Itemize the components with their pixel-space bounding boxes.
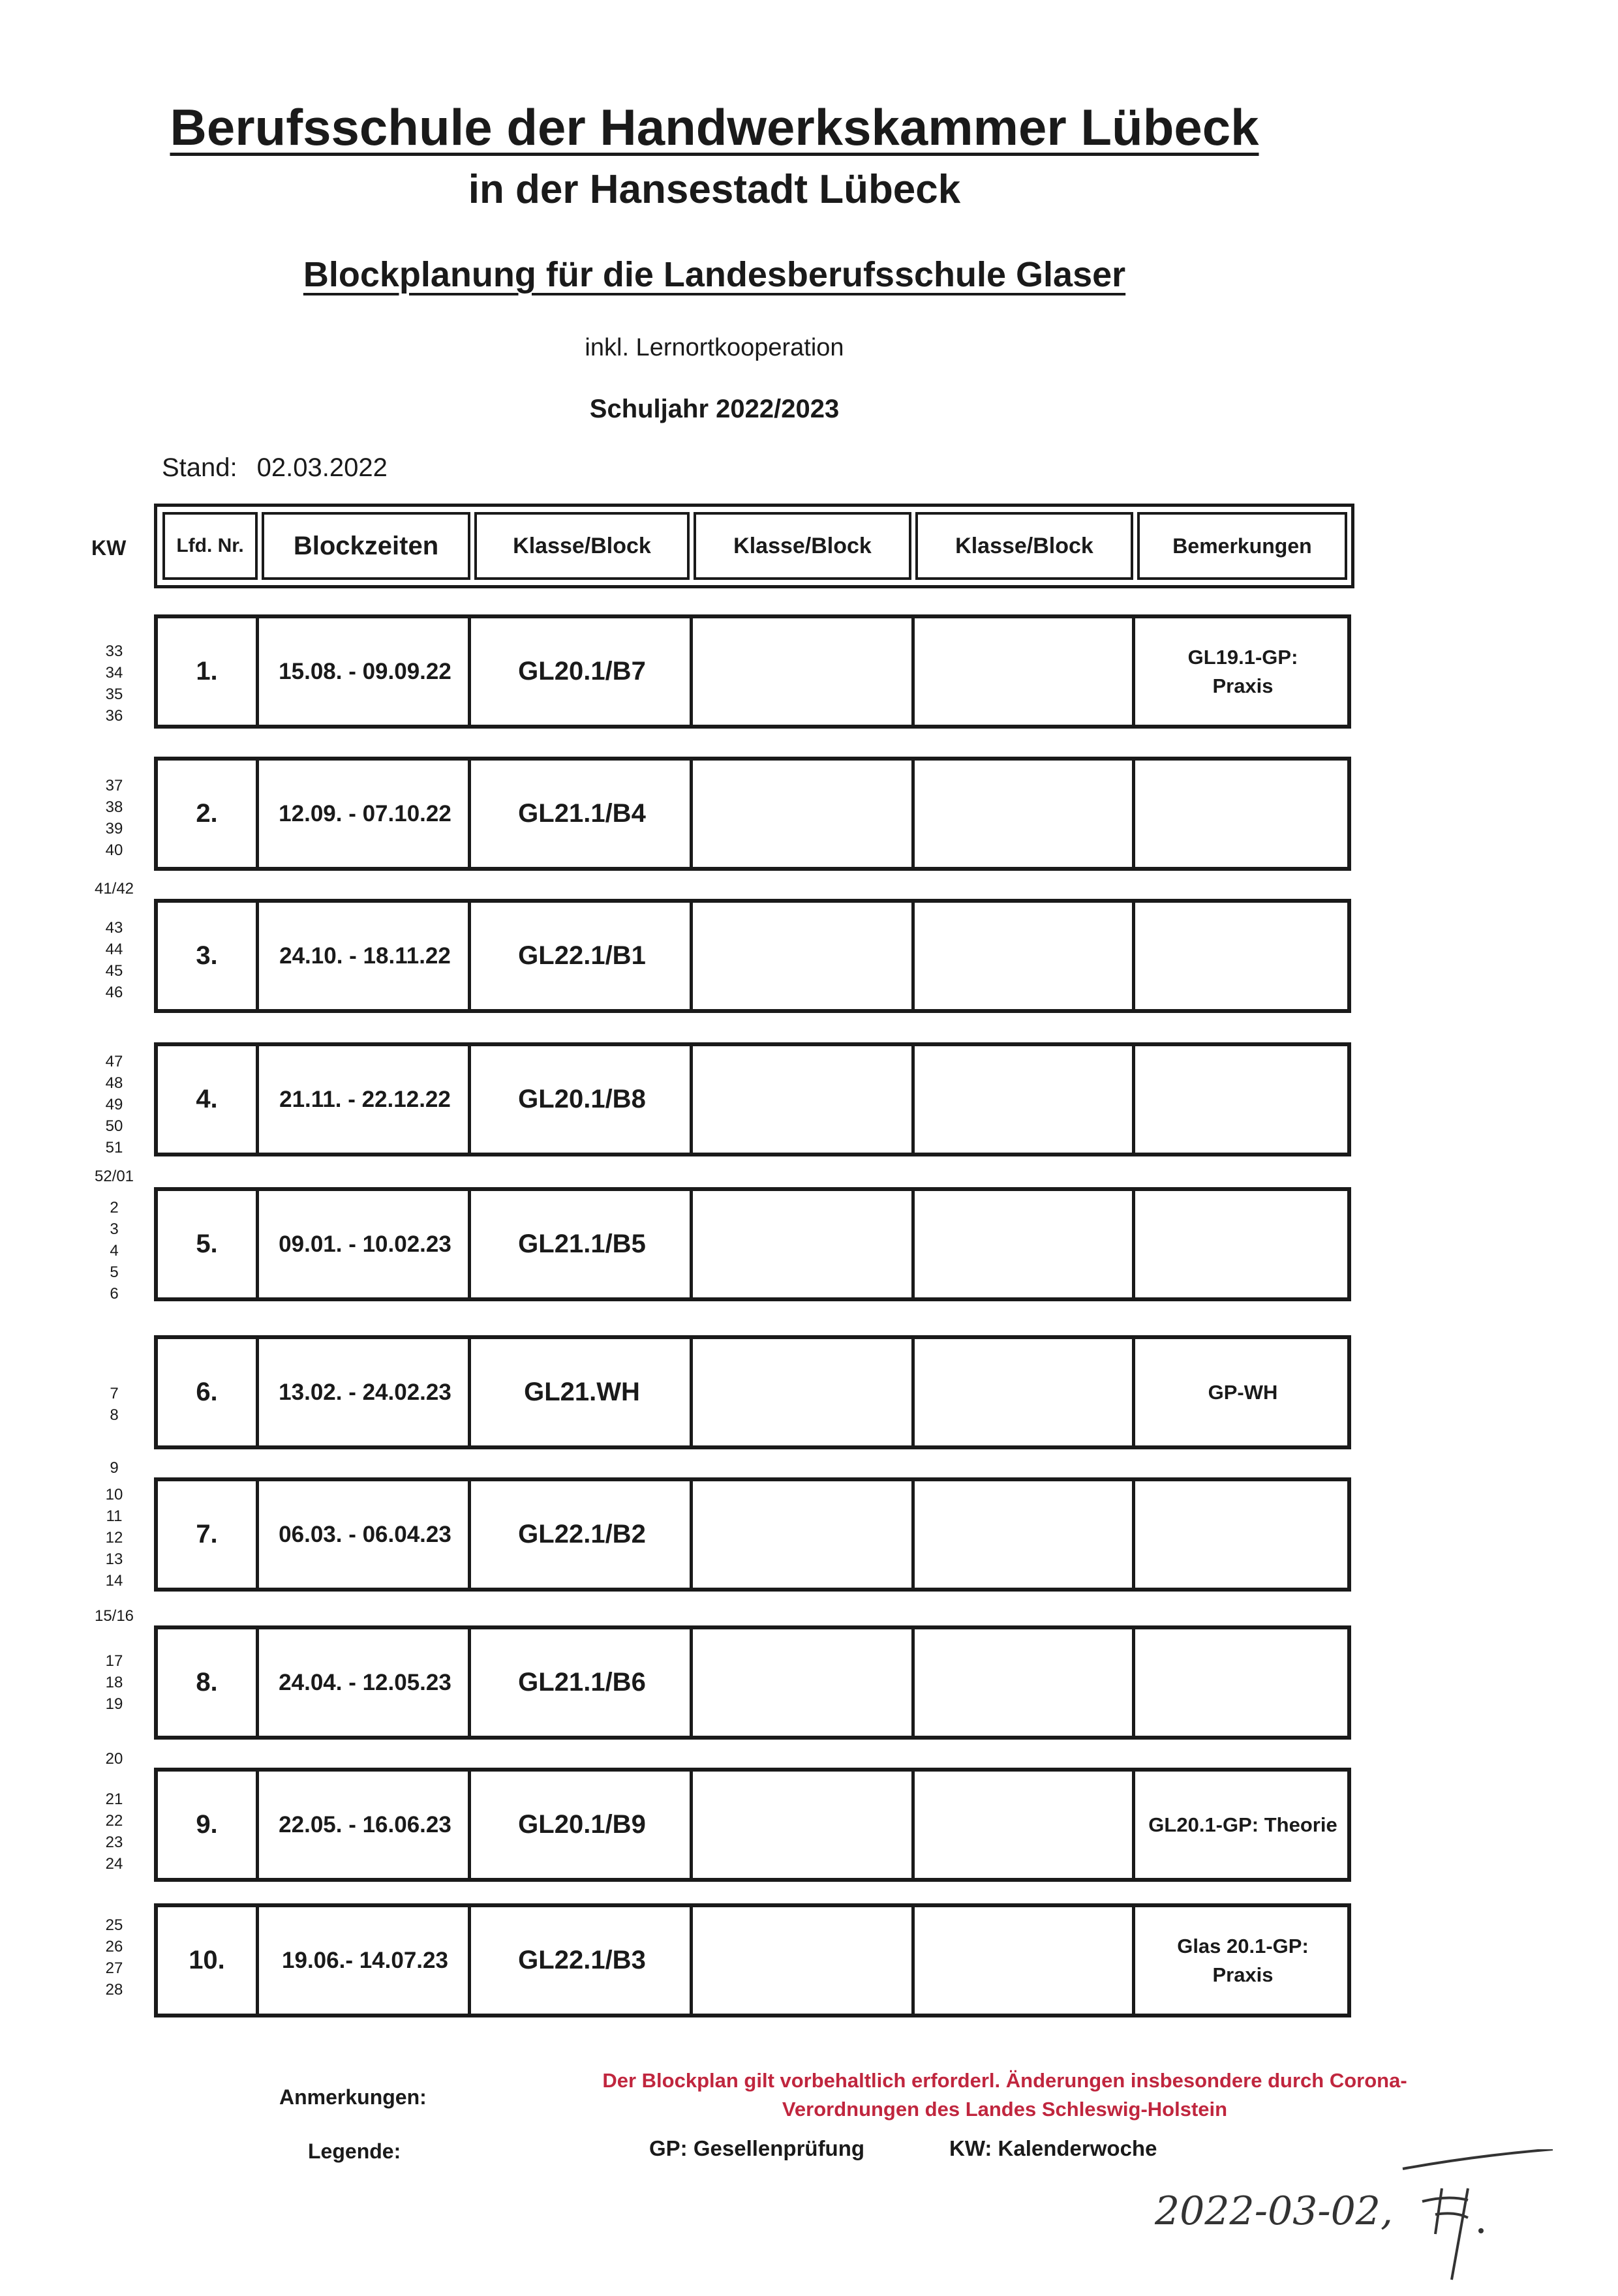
row-klasse-block: GL20.1/B8 [468,1046,693,1153]
row-bemerkungen [1132,903,1351,1009]
row-klasse-block: GL20.1/B7 [468,618,693,725]
column-header: Lfd. Nr. [162,512,258,580]
stand-date: 02.03.2022 [256,453,388,482]
row-klasse-block-3 [911,1907,1135,2014]
row-klasse-block: GL20.1/B9 [468,1772,693,1878]
kw-group: 25 26 27 28 [105,1916,123,1999]
row-klasse-block-2 [690,1481,915,1588]
anmerkungen-line: Verordnungen des Landes Schleswig-Holstein [782,2098,1228,2121]
document-subtitle: in der Hansestadt Lübeck [468,167,961,212]
plan-note: inkl. Lernortkooperation [585,334,844,361]
kw-group: 52/01 [94,1168,134,1185]
column-header: Bemerkungen [1137,512,1347,580]
row-klasse-block-3 [911,1191,1135,1297]
kw-group: 7 8 [110,1385,119,1424]
kw-group: 21 22 23 24 [105,1790,123,1873]
column-header: Blockzeiten [262,512,470,580]
signature-mark [1396,2149,1579,2296]
kw-group: 15/16 [94,1607,134,1625]
row-number: 6. [196,1378,218,1406]
row-blockzeiten: 06.03. - 06.04.23 [256,1481,471,1588]
row-klasse-block: GL21.1/B4 [468,761,693,867]
row-klasse-block-2 [690,1046,915,1153]
row-bemerkungen: GL19.1-GP: Praxis [1132,618,1351,725]
row-bemerkungen [1132,1046,1351,1153]
row-klasse-block: GL22.1/B3 [468,1907,693,2014]
row-blockzeiten: 15.08. - 09.09.22 [256,618,471,725]
row-blockzeiten: 12.09. - 07.10.22 [256,761,471,867]
document-title: Berufsschule der Handwerkskammer Lübeck [170,98,1259,156]
table-row [154,1903,1351,2017]
kw-group: 20 [105,1750,123,1768]
column-header: Klasse/Block [474,512,690,580]
row-klasse-block-2 [690,1339,915,1445]
row-klasse-block-3 [911,1481,1135,1588]
plan-title: Blockplanung für die Landesberufsschule Glaser [303,255,1126,294]
table-row [154,1042,1351,1156]
legende-gp: GP: Gesellenprüfung [649,2136,865,2160]
row-blockzeiten: 19.06.- 14.07.23 [256,1907,471,2014]
row-klasse-block-3 [911,1629,1135,1736]
table-row [154,1768,1351,1882]
table-row [154,757,1351,871]
kw-group: 37 38 39 40 [105,777,123,859]
column-header: Klasse/Block [915,512,1133,580]
row-klasse-block-2 [690,618,915,725]
row-klasse-block-3 [911,903,1135,1009]
row-number: 8. [196,1668,218,1697]
row-number: 2. [196,799,218,828]
anmerkungen-text [457,2066,1553,2124]
table-row [154,899,1351,1013]
row-blockzeiten: 09.01. - 10.02.23 [256,1191,471,1297]
kw-group: 10 11 12 13 14 [105,1486,123,1590]
kw-group: 2 3 4 5 6 [110,1199,119,1303]
row-number: 3. [196,941,218,970]
row-klasse-block: GL22.1/B2 [468,1481,693,1588]
signature-icon [1396,2149,1579,2293]
kw-group: 41/42 [94,880,134,898]
row-klasse-block: GL22.1/B1 [468,903,693,1009]
row-number: 7. [196,1520,218,1548]
legende-label: Legende: [308,2139,401,2163]
row-bemerkungen [1132,1481,1351,1588]
row-number: 4. [196,1085,218,1113]
column-header: Klasse/Block [694,512,911,580]
row-klasse-block-2 [690,761,915,867]
row-bemerkungen: GP-WH [1132,1339,1351,1445]
row-klasse-block: GL21.1/B6 [468,1629,693,1736]
handwritten-date: 2022-03-02, [1155,2188,1394,2234]
row-blockzeiten: 24.10. - 18.11.22 [256,903,471,1009]
row-klasse-block-3 [911,761,1135,867]
table-row [154,1625,1351,1740]
row-number: 5. [196,1230,218,1258]
row-blockzeiten: 22.05. - 16.06.23 [256,1772,471,1878]
table-row [154,1187,1351,1301]
table-header [154,504,1354,588]
row-bemerkungen [1132,761,1351,867]
row-number: 9. [196,1810,218,1839]
kw-group: 17 18 19 [105,1652,123,1713]
school-year: Schuljahr 2022/2023 [589,395,840,423]
anmerkungen-label: Anmerkungen: [279,2085,427,2109]
row-bemerkungen [1132,1191,1351,1297]
row-klasse-block-2 [690,903,915,1009]
table-row [154,614,1351,729]
row-klasse-block-3 [911,618,1135,725]
anmerkungen-line: Der Blockplan gilt vorbehaltlich erforderl. Änderungen insbesondere durch Corona- [602,2069,1407,2092]
row-klasse-block-3 [911,1046,1135,1153]
table-row [154,1335,1351,1449]
row-blockzeiten: 13.02. - 24.02.23 [256,1339,471,1445]
row-number: 10. [189,1946,225,1974]
kw-group: 43 44 45 46 [105,919,123,1001]
row-klasse-block: GL21.1/B5 [468,1191,693,1297]
row-bemerkungen [1132,1629,1351,1736]
row-number: 1. [196,657,218,686]
table-row [154,1477,1351,1592]
row-klasse-block-2 [690,1191,915,1297]
kw-group: 33 34 35 36 [105,642,123,725]
row-klasse-block-3 [911,1339,1135,1445]
stand-label: Stand: [162,453,237,482]
row-klasse-block: GL21.WH [468,1339,693,1445]
row-bemerkungen: Glas 20.1-GP: Praxis [1132,1907,1351,2014]
row-blockzeiten: 24.04. - 12.05.23 [256,1629,471,1736]
row-blockzeiten: 21.11. - 22.12.22 [256,1046,471,1153]
kw-header: KW [91,536,127,560]
row-klasse-block-3 [911,1772,1135,1878]
kw-group: 9 [110,1459,119,1477]
stand [162,453,388,483]
kw-group: 47 48 49 50 51 [105,1053,123,1156]
legende-kw: KW: Kalenderwoche [949,2136,1157,2160]
row-klasse-block-2 [690,1629,915,1736]
row-bemerkungen: GL20.1-GP: Theorie [1132,1772,1351,1878]
row-klasse-block-2 [690,1907,915,2014]
row-klasse-block-2 [690,1772,915,1878]
